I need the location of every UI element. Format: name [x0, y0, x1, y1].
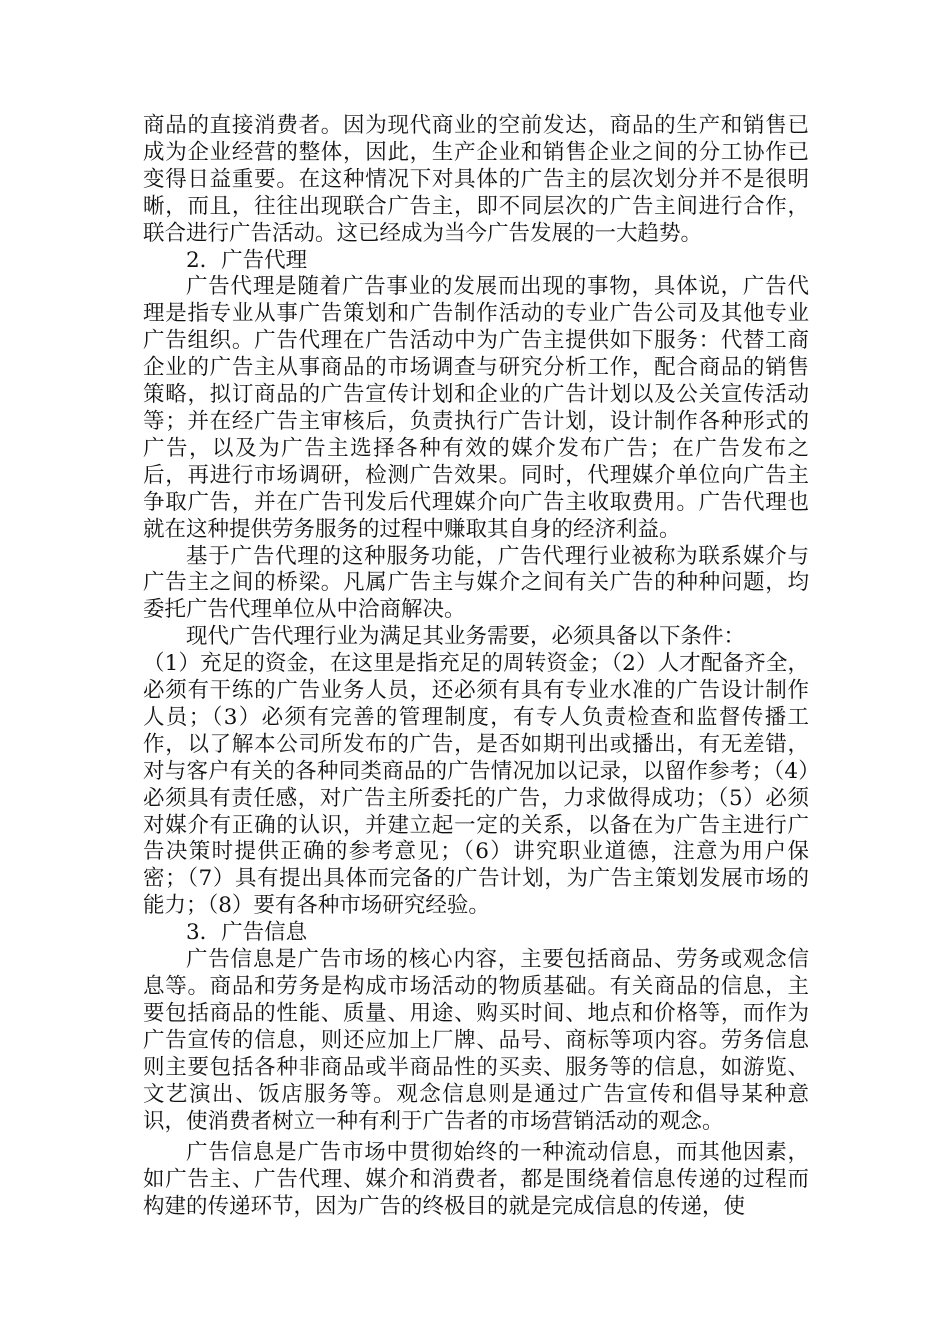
- paragraph-ad-agency-definition: 广告代理是随着广告事业的发展而出现的事物，具体说，广告代理是指专业从事广告策划和广告制作活动的专业广告公司及其他专业广告组织。广告代理在广告活动中为广告主提供如下服务：代替工商企业的广告主从事商品的市场调查与研究分析工作，配合商品的销售策略，拟订商品的广告宣传计划和企业的广告计划以及公关宣传活动等；并在经广告主审核后，负责执行广告计划，设计制作各种形式的广告，以及为广告主选择各种有效的媒介发布广告；在广告发布之后，再进行市场调研，检测广告效果。同时，代理媒介单位向广告主争取广告，并在广告刊发后代理媒介向广告主收取费用。广告代理也就在这种提供劳务服务的过程中赚取其自身的经济利益。: [143, 274, 809, 542]
- section-heading-ad-agency: 2．广告代理: [186, 247, 308, 273]
- paragraph-ad-agency-conditions-intro: 现代广告代理行业为满足其业务需要，必须具备以下条件：: [186, 624, 746, 650]
- paragraph-advertiser-trend: 商品的直接消费者。因为现代商业的空前发达，商品的生产和销售已成为企业经营的整体，因此，生产企业和销售企业之间的分工协作已变得日益重要。在这种情况下对具体的广告主的层次划分并不是很明晰，而且，往往出现联合广告主，即不同层次的广告主间进行合作，联合进行广告活动。这已经成为当今广告发展的一大趋势。: [143, 113, 809, 246]
- paragraph-ad-information-definition: 广告信息是广告市场的核心内容，主要包括商品、劳务或观念信息等。商品和劳务是构成市场活动的物质基础。有关商品的信息，主要包括商品的性能、质量、用途、购买时间、地点和价格等，而作为广告宣传的信息，则还应加上厂牌、品号、商标等项内容。劳务信息则主要包括各种非商品或半商品性的买卖、服务等的信息，如游览、文艺演出、饭店服务等。观念信息则是通过广告宣传和倡导某种意识，使消费者树立一种有利于广告者的市场营销活动的观念。: [143, 947, 809, 1134]
- document-page: [143, 113, 809, 1221]
- section-heading-ad-information: 3．广告信息: [186, 920, 308, 946]
- paragraph-ad-agency-bridge: 基于广告代理的这种服务功能，广告代理行业被称为联系媒介与广告主之间的桥梁。凡属广告主与媒介之间有关广告的种种问题，均委托广告代理单位从中洽商解决。: [143, 543, 809, 623]
- paragraph-ad-agency-conditions-list: （1）充足的资金，在这里是指充足的周转资金；（2）人才配备齐全，必须有干练的广告业务人员，还必须有具有专业水准的广告设计制作人员；（3）必须有完善的管理制度，有专人负责检查和监督传播工作，以了解本公司所发布的广告，是否如期刊出或播出，有无差错，对与客户有关的各种同类商品的广告情况加以记录，以留作参考；（4）必须具有责任感，对广告主所委托的广告，力求做得成功；（5）必须对媒介有正确的认识，并建立起一定的关系，以备在为广告主进行广告决策时提供正确的参考意见；（6）讲究职业道德，注意为用户保密；（7）具有提出具体而完备的广告计划，为广告主策划发展市场的能力；（8）要有各种市场研究经验。: [143, 651, 809, 919]
- paragraph-ad-information-flow: 广告信息是广告市场中贯彻始终的一种流动信息，而其他因素，如广告主、广告代理、媒介和消费者，都是围绕着信息传递的过程而构建的传递环节，因为广告的终极目的就是完成信息的传递，使: [143, 1140, 809, 1220]
